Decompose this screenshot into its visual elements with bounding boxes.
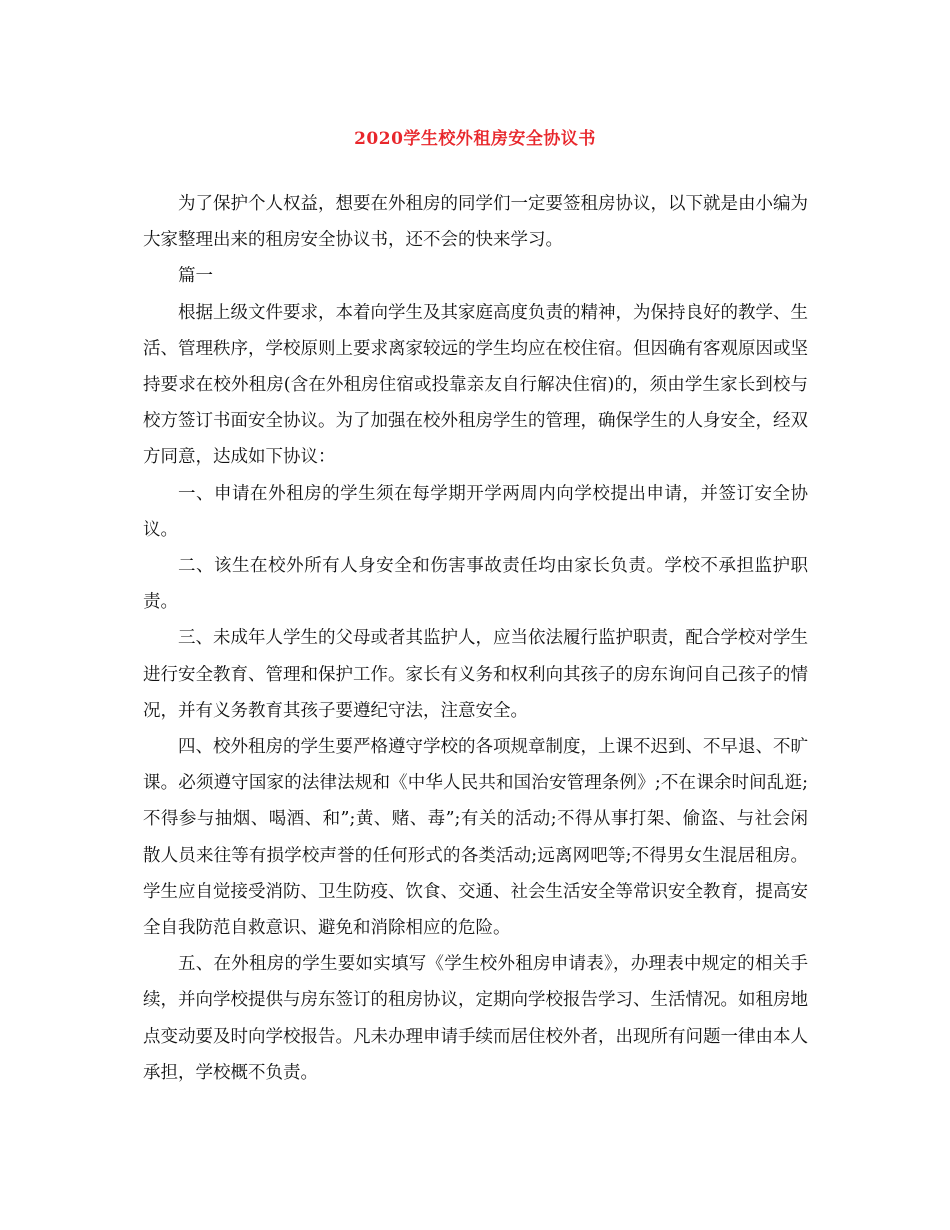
document-body xyxy=(143,186,808,1091)
clause-1: 一、申请在外租房的学生须在每学期开学两周内向学校提出申请，并签订安全协议。 xyxy=(143,483,808,540)
clause-5: 五、在外租房的学生要如实填写《学生校外租房申请表》，办理表中规定的相关手续，并向学校提供与房东签订的租房协议，定期向学校报告学习、生活情况。如租房地点变动要及时向学校报告。凡未办理申请手续而居住校外者，出现所有问题一律由本人承担，学校概不负责。 xyxy=(143,954,808,1083)
clause-3: 三、未成年人学生的父母或者其监护人，应当依法履行监护职责，配合学校对学生进行安全教育、管理和保护工作。家长有义务和权利向其孩子的房东询问自己孩子的情况，并有义务教育其孩子要遵纪守法，注意安全。 xyxy=(143,628,808,721)
clause-2: 二、该生在校外所有人身安全和伤害事故责任均由家长负责。学校不承担监护职责。 xyxy=(143,556,808,613)
preamble-paragraph: 根据上级文件要求，本着向学生及其家庭高度负责的精神，为保持良好的教学、生活、管理秩序，学校原则上要求离家较远的学生均应在校住宿。但因确有客观原因或坚持要求在校外租房(含在外租房住宿或投靠亲友自行解决住宿)的，须由学生家长到校与校方签订书面安全协议。为了加强在校外租房学生的管理，确保学生的人身安全，经双方同意，达成如下协议： xyxy=(143,302,808,468)
intro-paragraph: 为了保护个人权益，想要在外租房的同学们一定要签租房协议，以下就是由小编为大家整理出来的租房安全协议书，还不会的快来学习。 xyxy=(143,194,808,251)
section-heading: 篇一 xyxy=(178,266,213,287)
document-title: 2020学生校外租房安全协议书 xyxy=(354,129,596,149)
clause-4: 四、校外租房的学生要严格遵守学校的各项规章制度，上课不迟到、不早退、不旷课。必须遵守国家的法律法规和《中华人民共和国治安管理条例》;不在课余时间乱逛;不得参与抽烟、喝酒、和”;黄、赌、毒”;有关的活动;不得从事打架、偷盗、与社会闲散人员来往等有损学校声誉的任何形式的各类活动;远离网吧等;不得男女生混居租房。 学生应自觉接受消防、卫生防疫、饮食、交通、社会生活安全等常识安全教育，提高安全自我防范自救意识、避免和消除相应的危险。 xyxy=(143,737,808,939)
